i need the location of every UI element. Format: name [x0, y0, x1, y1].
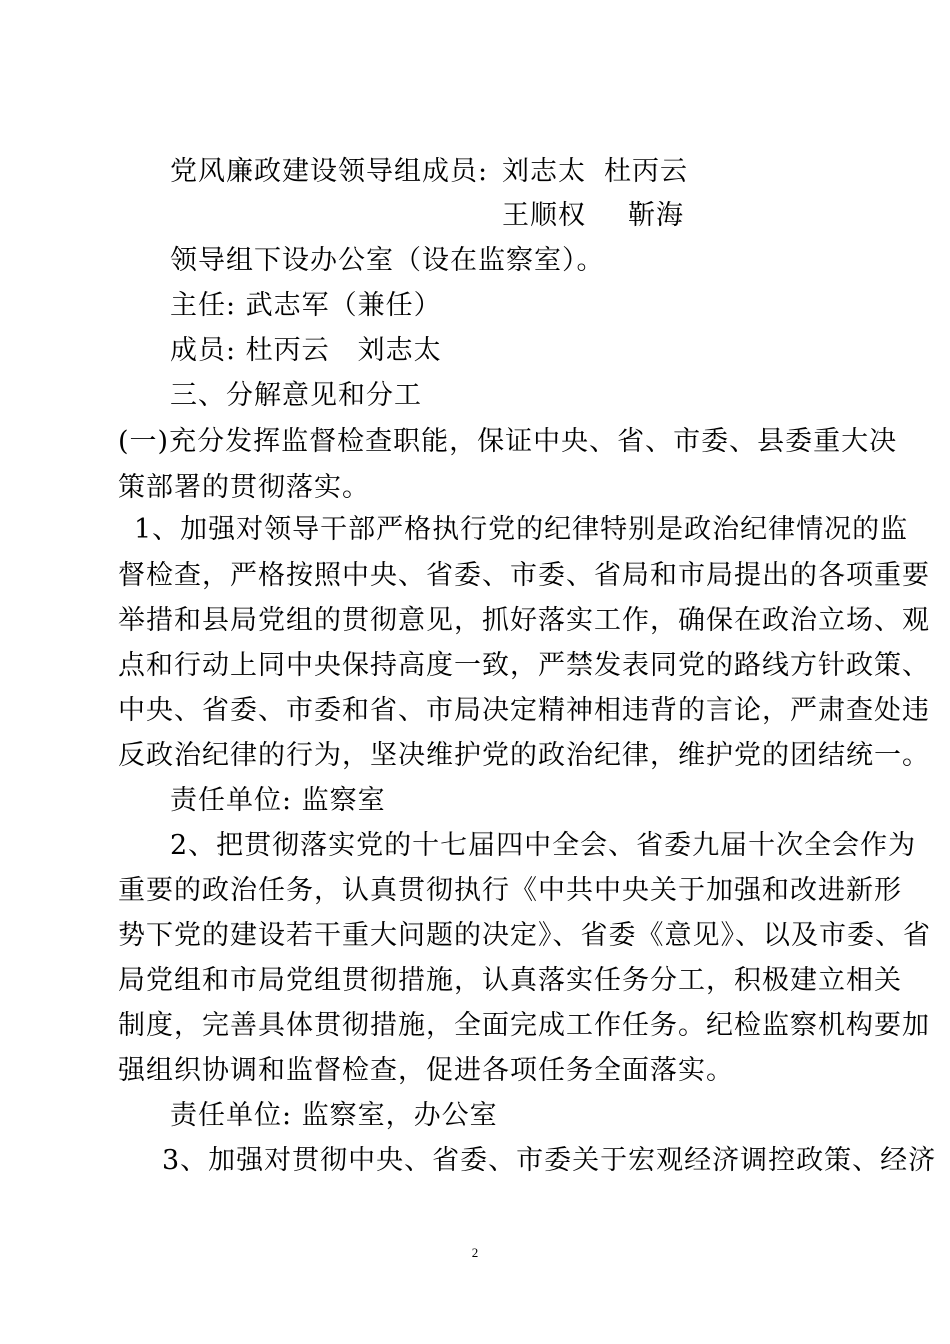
member-name: 杜丙云	[604, 156, 688, 187]
office-members-line: 成员: 杜丙云 刘志太	[170, 335, 442, 366]
paragraph-line: 局党组和市局党组贯彻措施，认真落实任务分工，积极建立相关	[118, 965, 902, 996]
paragraph-line: 强组织协调和监督检查，促进各项任务全面落实。	[118, 1055, 734, 1086]
responsible-unit-line: 责任单位: 监察室，办公室	[170, 1100, 498, 1131]
paragraph-line: 督检查，严格按照中央、省委、市委、省局和市局提出的各项重要	[118, 560, 930, 591]
paragraph-line: 点和行动上同中央保持高度一致，严禁发表同党的路线方针政策、	[118, 650, 930, 681]
page-number: 2	[471, 1245, 479, 1260]
paragraph-line: 中央、省委、市委和省、市局决定精神相违背的言论，严肃查处违	[118, 695, 930, 726]
paragraph-line: 策部署的贯彻落实。	[118, 472, 370, 503]
director-line: 主任: 武志军（兼任）	[170, 290, 442, 321]
paragraph-line: 反政治纪律的行为，坚决维护党的政治纪律，维护党的团结统一。	[118, 740, 930, 771]
paragraph-line: (一)充分发挥监督检查职能，保证中央、省、市委、县委重大决	[118, 426, 898, 457]
paragraph-line: 势下党的建设若干重大问题的决定》、省委《意见》、以及市委、省	[118, 920, 931, 951]
member-name: 刘志太	[502, 156, 586, 187]
paragraph-line: 重要的政治任务，认真贯彻执行《中共中央关于加强和改进新形	[118, 875, 902, 906]
office-line: 领导组下设办公室（设在监察室）。	[170, 245, 605, 276]
member-name: 靳海	[628, 200, 684, 231]
paragraph-line: 3、加强对贯彻中央、省委、市委关于宏观经济调控政策、经济	[162, 1145, 937, 1176]
paragraph-line: 举措和县局党组的贯彻意见，抓好落实工作，确保在政治立场、观	[118, 605, 930, 636]
paragraph-line: 制度，完善具体贯彻措施，全面完成工作任务。纪检监察机构要加	[118, 1010, 930, 1041]
leadership-members-label: 党风廉政建设领导组成员:	[170, 156, 489, 187]
section-heading: 三、分解意见和分工	[170, 380, 422, 411]
member-name: 王顺权	[502, 200, 586, 231]
paragraph-line: 1、加强对领导干部严格执行党的纪律特别是政治纪律情况的监	[134, 514, 909, 545]
responsible-unit-line: 责任单位: 监察室	[170, 785, 386, 816]
paragraph-line: 2、把贯彻落实党的十七届四中全会、省委九届十次全会作为	[170, 830, 917, 861]
